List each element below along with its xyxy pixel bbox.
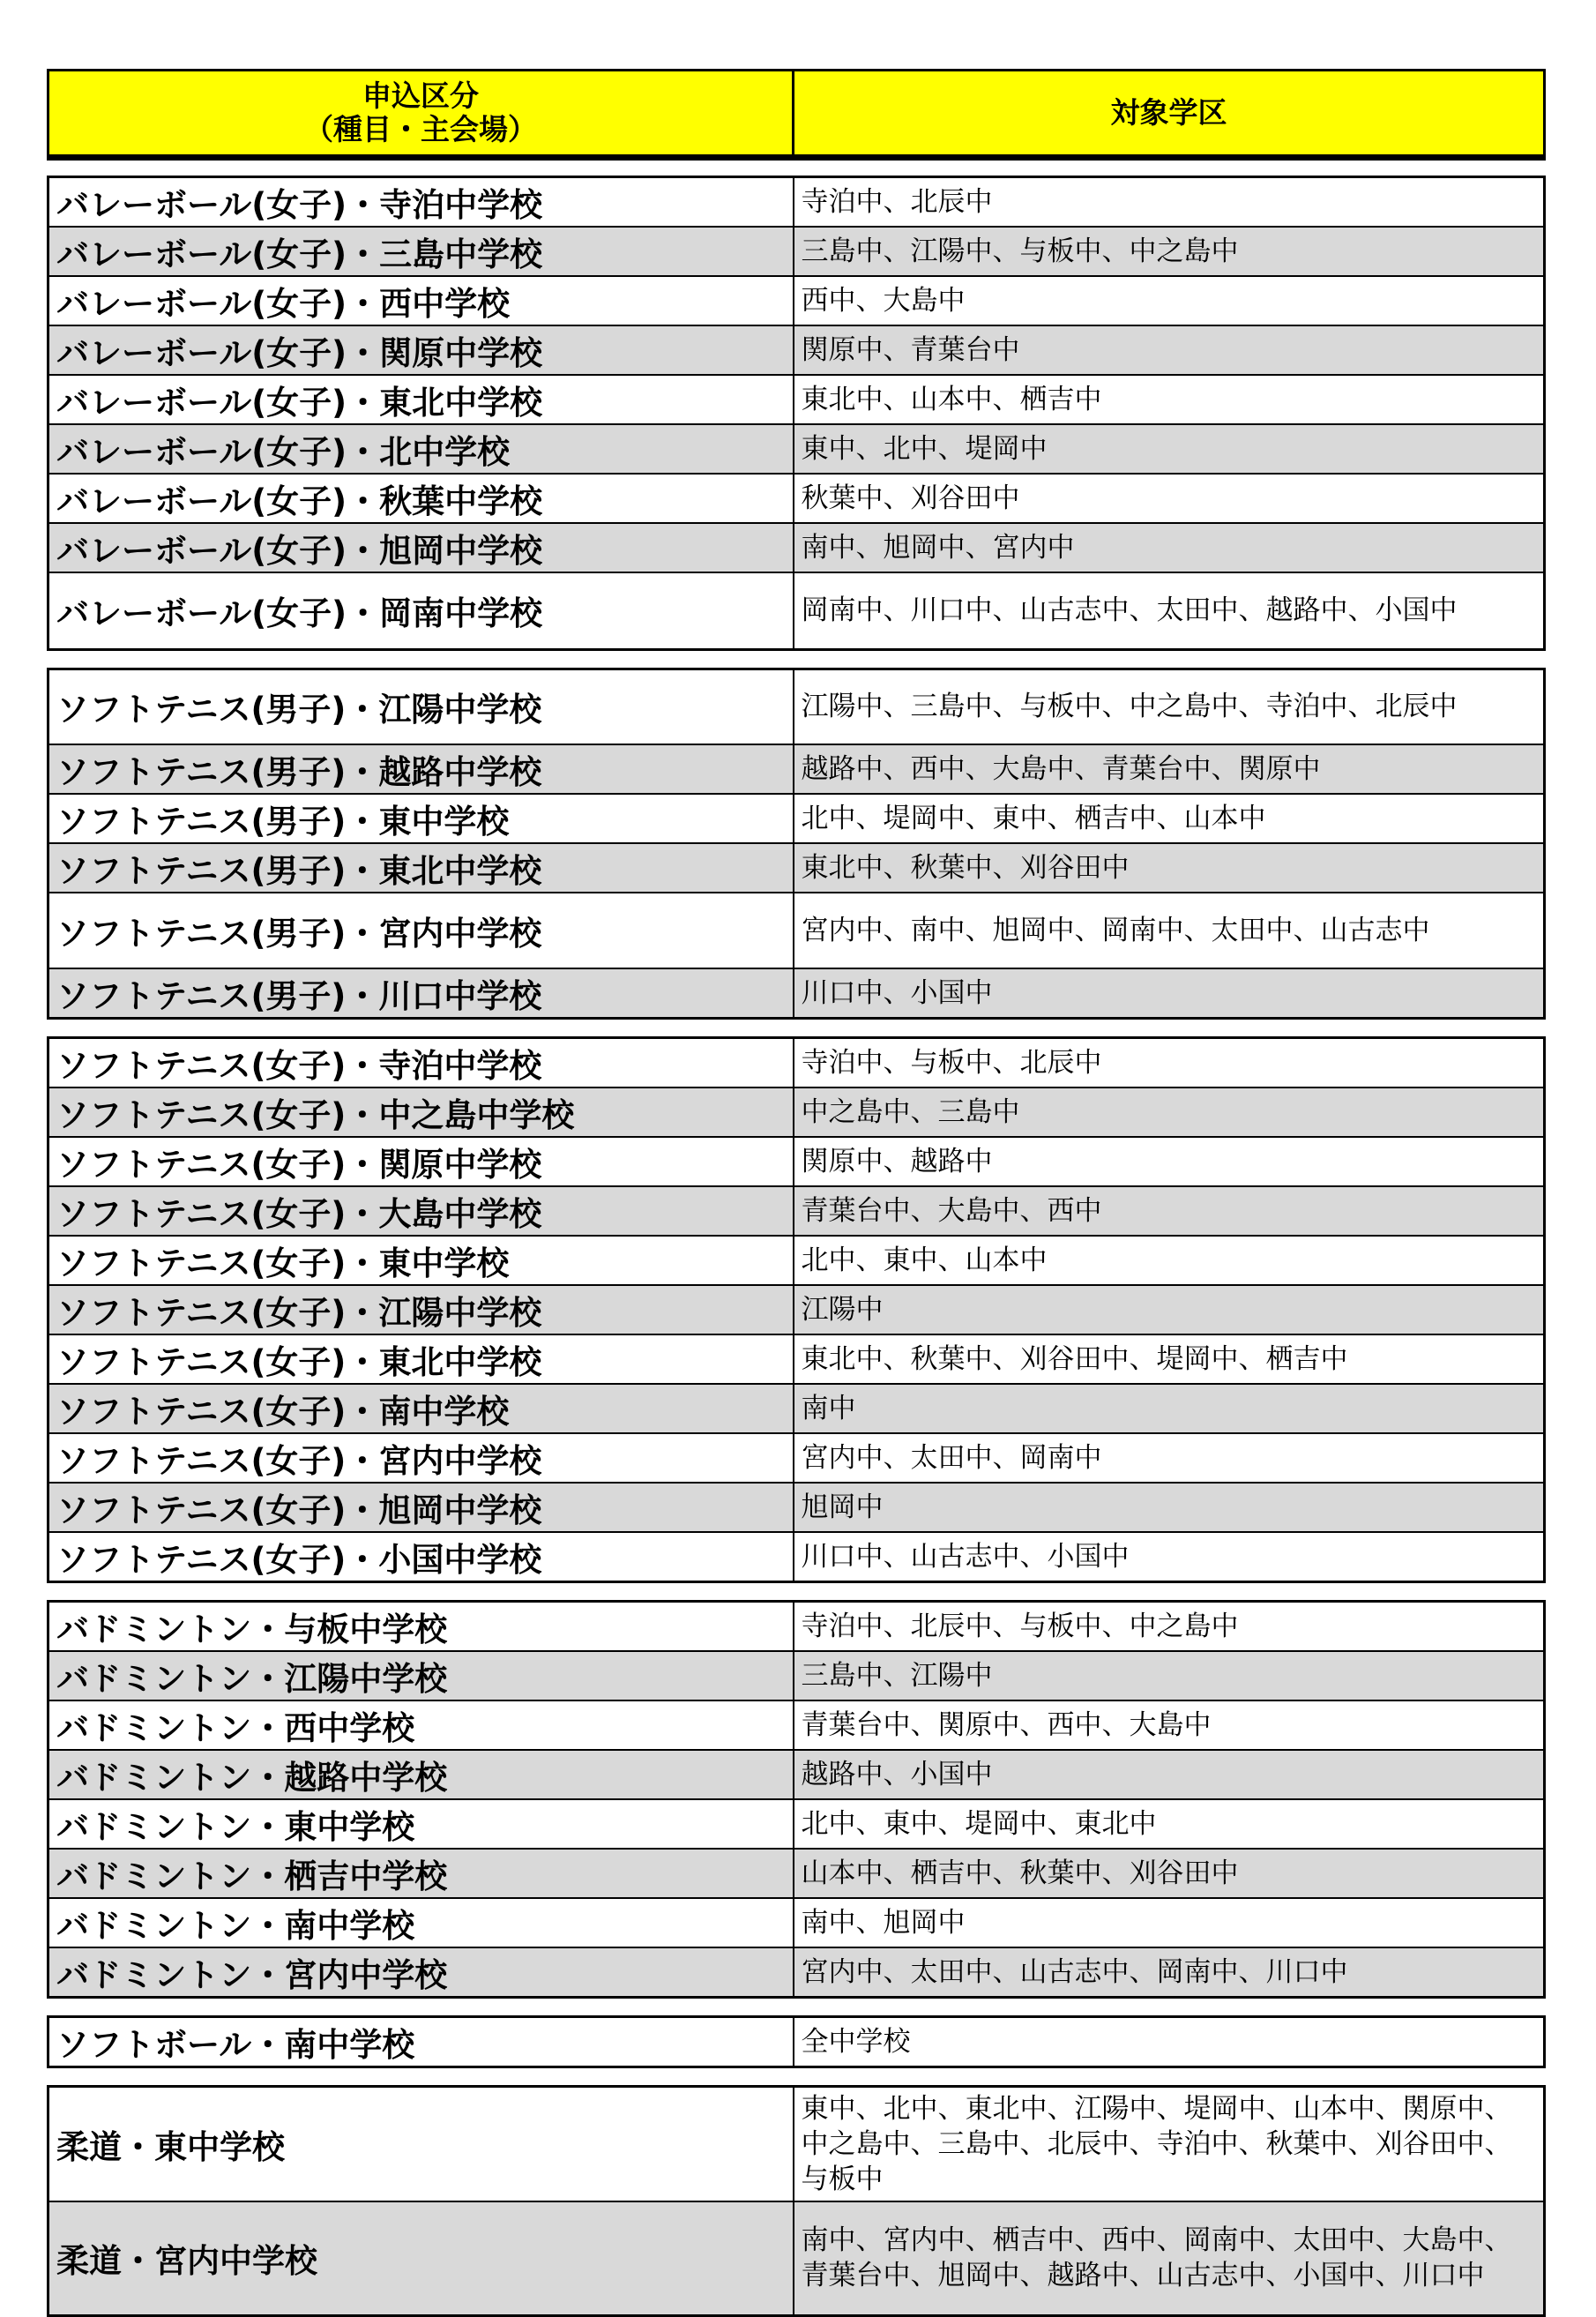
schools-cell: 宮内中、南中、旭岡中、岡南中、太田中、山古志中: [794, 893, 1545, 968]
category-cell: バドミントン・宮内中学校: [48, 1947, 794, 1998]
table-row: [48, 2087, 1545, 2201]
category-cell: ソフトテニス(女子)・東中学校: [48, 1236, 794, 1285]
schools-cell: 北中、東中、山本中: [794, 1236, 1545, 1285]
table-row: [48, 1384, 1545, 1433]
category-cell: ソフトテニス(女子)・宮内中学校: [48, 1433, 794, 1483]
table-row: [48, 276, 1545, 325]
category-cell: バレーボール(女子)・秋葉中学校: [48, 474, 794, 523]
schools-cell: 南中: [794, 1384, 1545, 1433]
table-group: [47, 2085, 1546, 2317]
schools-cell: 関原中、越路中: [794, 1137, 1545, 1186]
schools-cell: 全中学校: [794, 2017, 1545, 2067]
category-cell: ソフトテニス(女子)・旭岡中学校: [48, 1483, 794, 1532]
table-row: [48, 2017, 1545, 2067]
table-row: [48, 744, 1545, 794]
table-group: [47, 668, 1546, 1020]
schools-cell: 東北中、秋葉中、刈谷田中: [794, 843, 1545, 893]
category-cell: ソフトテニス(女子)・江陽中学校: [48, 1285, 794, 1334]
table-row: [48, 1186, 1545, 1236]
table-row: [48, 794, 1545, 843]
category-cell: ソフトテニス(男子)・東北中学校: [48, 843, 794, 893]
category-cell: バドミントン・栖吉中学校: [48, 1849, 794, 1898]
table-row: [48, 1285, 1545, 1334]
schools-cell: 南中、宮内中、栖吉中、西中、岡南中、太田中、大島中、青葉台中、旭岡中、越路中、山古志中、小国中、川口中: [794, 2201, 1545, 2316]
category-cell: ソフトテニス(女子)・東北中学校: [48, 1334, 794, 1384]
category-cell: ソフトテニス(女子)・南中学校: [48, 1384, 794, 1433]
schools-cell: 中之島中、三島中: [794, 1087, 1545, 1137]
category-cell: バドミントン・西中学校: [48, 1700, 794, 1750]
table-row: [48, 177, 1545, 228]
table-row: [48, 669, 1545, 744]
table-row: [48, 843, 1545, 893]
schools-cell: 寺泊中、与板中、北辰中: [794, 1038, 1545, 1088]
schools-cell: 寺泊中、北辰中: [794, 177, 1545, 228]
schools-cell: 川口中、小国中: [794, 968, 1545, 1019]
schools-cell: 北中、東中、堤岡中、東北中: [794, 1799, 1545, 1849]
table-row: [48, 1750, 1545, 1799]
table-row: [48, 572, 1545, 649]
category-cell: バレーボール(女子)・北中学校: [48, 424, 794, 474]
category-cell: バレーボール(女子)・関原中学校: [48, 325, 794, 375]
schools-cell: 江陽中、三島中、与板中、中之島中、寺泊中、北辰中: [794, 669, 1545, 744]
schools-cell: 関原中、青葉台中: [794, 325, 1545, 375]
table-group: [47, 2015, 1546, 2068]
table-row: [48, 893, 1545, 968]
table-row: [48, 474, 1545, 523]
table-row: [48, 325, 1545, 375]
schools-cell: 東北中、秋葉中、刈谷田中、堤岡中、栖吉中: [794, 1334, 1545, 1384]
category-cell: ソフトテニス(女子)・関原中学校: [48, 1137, 794, 1186]
category-cell: 柔道・東中学校: [48, 2087, 794, 2201]
category-cell: バレーボール(女子)・寺泊中学校: [48, 177, 794, 228]
table-row: [48, 1947, 1545, 1998]
entry-table: [47, 69, 1546, 2317]
schools-cell: 旭岡中: [794, 1483, 1545, 1532]
category-cell: ソフトテニス(女子)・中之島中学校: [48, 1087, 794, 1137]
category-cell: ソフトテニス(女子)・寺泊中学校: [48, 1038, 794, 1088]
category-cell: ソフトテニス(男子)・江陽中学校: [48, 669, 794, 744]
table-row: [48, 1087, 1545, 1137]
table-row: [48, 2201, 1545, 2316]
table-group: [47, 1036, 1546, 1583]
table-row: [48, 523, 1545, 572]
table-row: [48, 1651, 1545, 1700]
header-category: 申込区分 （種目・主会場）: [49, 71, 794, 154]
table-row: [48, 424, 1545, 474]
table-group: [47, 1600, 1546, 1999]
table-row: [48, 1700, 1545, 1750]
table-row: [48, 375, 1545, 424]
schools-cell: 南中、旭岡中、宮内中: [794, 523, 1545, 572]
table-row: [48, 1898, 1545, 1947]
schools-cell: 東中、北中、堤岡中: [794, 424, 1545, 474]
table-row: [48, 1532, 1545, 1582]
category-cell: ソフトテニス(女子)・大島中学校: [48, 1186, 794, 1236]
table-row: [48, 1038, 1545, 1088]
schools-cell: 越路中、小国中: [794, 1750, 1545, 1799]
category-cell: バドミントン・江陽中学校: [48, 1651, 794, 1700]
schools-cell: 南中、旭岡中: [794, 1898, 1545, 1947]
category-cell: バドミントン・与板中学校: [48, 1602, 794, 1652]
schools-cell: 宮内中、太田中、岡南中: [794, 1433, 1545, 1483]
schools-cell: 宮内中、太田中、山古志中、岡南中、川口中: [794, 1947, 1545, 1998]
category-cell: ソフトテニス(男子)・宮内中学校: [48, 893, 794, 968]
table-row: [48, 1236, 1545, 1285]
schools-cell: 西中、大島中: [794, 276, 1545, 325]
schools-cell: 三島中、江陽中: [794, 1651, 1545, 1700]
category-cell: バドミントン・東中学校: [48, 1799, 794, 1849]
table-row: [48, 1334, 1545, 1384]
category-cell: バレーボール(女子)・旭岡中学校: [48, 523, 794, 572]
table-row: [48, 227, 1545, 276]
schools-cell: 三島中、江陽中、与板中、中之島中: [794, 227, 1545, 276]
category-cell: バレーボール(女子)・西中学校: [48, 276, 794, 325]
table-row: [48, 1849, 1545, 1898]
category-cell: バレーボール(女子)・東北中学校: [48, 375, 794, 424]
schools-cell: 東北中、山本中、栖吉中: [794, 375, 1545, 424]
category-cell: 柔道・宮内中学校: [48, 2201, 794, 2316]
schools-cell: 山本中、栖吉中、秋葉中、刈谷田中: [794, 1849, 1545, 1898]
schools-cell: 青葉台中、関原中、西中、大島中: [794, 1700, 1545, 1750]
table-group: [47, 176, 1546, 651]
category-cell: バドミントン・南中学校: [48, 1898, 794, 1947]
category-cell: バドミントン・越路中学校: [48, 1750, 794, 1799]
category-cell: ソフトボール・南中学校: [48, 2017, 794, 2067]
category-cell: ソフトテニス(男子)・越路中学校: [48, 744, 794, 794]
table-row: [48, 1137, 1545, 1186]
category-cell: バレーボール(女子)・岡南中学校: [48, 572, 794, 649]
schools-cell: 寺泊中、北辰中、与板中、中之島中: [794, 1602, 1545, 1652]
table-header: [47, 69, 1546, 161]
table-row: [48, 1602, 1545, 1652]
schools-cell: 東中、北中、東北中、江陽中、堤岡中、山本中、関原中、中之島中、三島中、北辰中、寺泊中、秋葉中、刈谷田中、与板中: [794, 2087, 1545, 2201]
table-body: [47, 176, 1546, 2317]
schools-cell: 青葉台中、大島中、西中: [794, 1186, 1545, 1236]
category-cell: ソフトテニス(男子)・東中学校: [48, 794, 794, 843]
table-row: [48, 1433, 1545, 1483]
schools-cell: 川口中、山古志中、小国中: [794, 1532, 1545, 1582]
schools-cell: 北中、堤岡中、東中、栖吉中、山本中: [794, 794, 1545, 843]
table-row: [48, 1799, 1545, 1849]
table-row: [48, 968, 1545, 1019]
category-cell: バレーボール(女子)・三島中学校: [48, 227, 794, 276]
table-row: [48, 1483, 1545, 1532]
schools-cell: 越路中、西中、大島中、青葉台中、関原中: [794, 744, 1545, 794]
schools-cell: 岡南中、川口中、山古志中、太田中、越路中、小国中: [794, 572, 1545, 649]
header-schools: 対象学区: [1110, 95, 1227, 130]
category-cell: ソフトテニス(男子)・川口中学校: [48, 968, 794, 1019]
schools-cell: 秋葉中、刈谷田中: [794, 474, 1545, 523]
schools-cell: 江陽中: [794, 1285, 1545, 1334]
category-cell: ソフトテニス(女子)・小国中学校: [48, 1532, 794, 1582]
